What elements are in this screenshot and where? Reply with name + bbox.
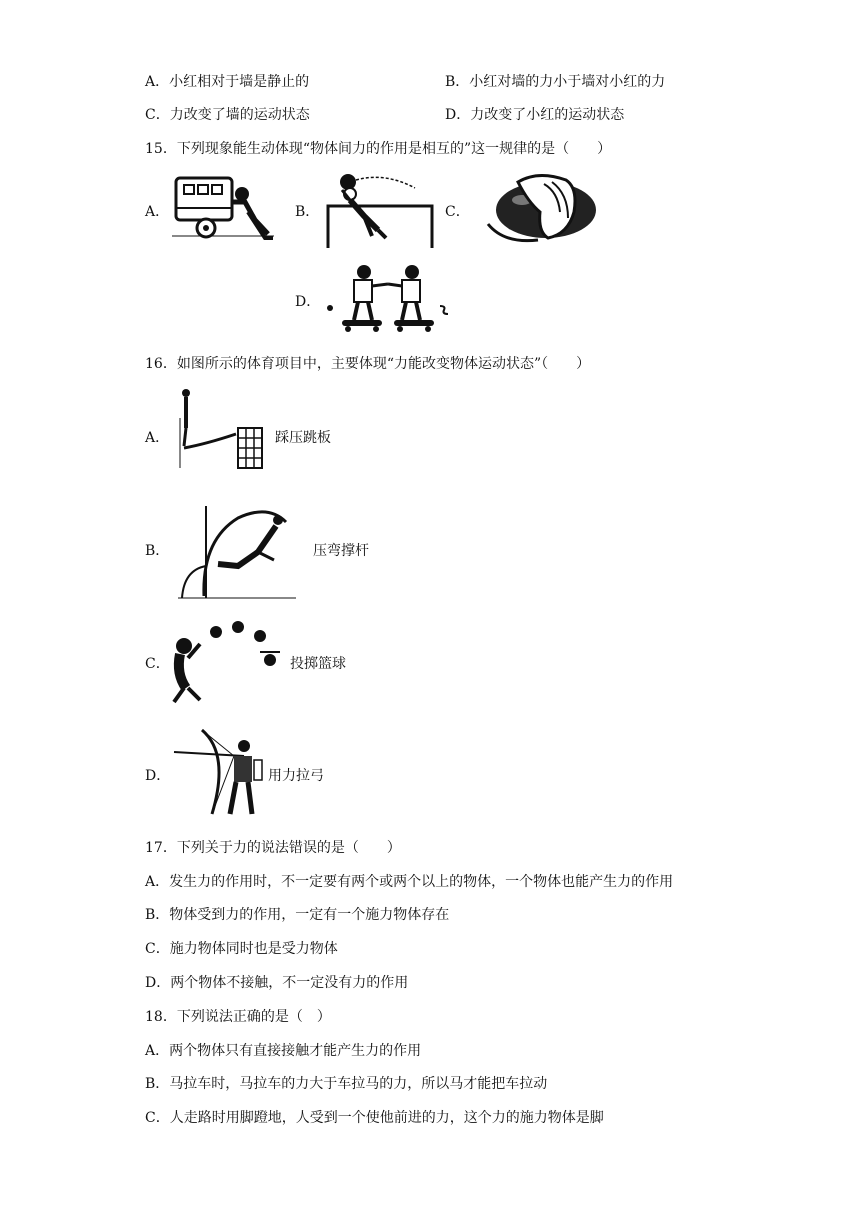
q16-letter-c: C． xyxy=(145,656,170,672)
person-pushing-car-icon xyxy=(170,172,275,244)
archer-drawing-bow-icon xyxy=(172,726,264,818)
diving-board-icon xyxy=(176,388,268,470)
q16-letter-a: A． xyxy=(145,430,170,446)
basketball-throw-icon xyxy=(166,618,284,708)
pole-vault-icon xyxy=(178,500,296,600)
q18-option-b: B．马拉车时，马拉车的力大于车拉马的力，所以马才能把车拉动 xyxy=(145,1076,548,1092)
q15-letter-d: D． xyxy=(295,294,321,310)
goalkeeper-diving-icon xyxy=(320,170,435,250)
q16-caption-c: 投掷篮球 xyxy=(290,656,346,672)
q18-option-c: C．人走路时用脚蹬地，人受到一个使他前进的力，这个力的施力物体是脚 xyxy=(145,1110,604,1126)
q18-stem: 18．下列说法正确的是（ ） xyxy=(145,1009,331,1025)
q16-letter-d: D． xyxy=(145,768,171,784)
q16-letter-b: B． xyxy=(145,543,170,559)
q17-option-a: A．发生力的作用时，不一定要有两个或两个以上的物体，一个物体也能产生力的作用 xyxy=(145,874,674,890)
q14-option-a: A．小红相对于墙是静止的 xyxy=(145,74,310,90)
q16-caption-b: 压弯撑杆 xyxy=(313,543,369,559)
q14-option-d: D．力改变了小红的运动状态 xyxy=(445,107,625,123)
q17-stem: 17．下列关于力的说法错误的是（ ） xyxy=(145,840,401,856)
q15-stem: 15．下列现象能生动体现“物体间力的作用是相互的”这一规律的是（ ） xyxy=(145,141,612,157)
q14-option-b: B．小红对墙的力小于墙对小红的力 xyxy=(445,74,666,90)
q15-letter-a: A． xyxy=(145,204,170,220)
two-skaters-pushing-icon xyxy=(322,262,452,334)
q16-caption-d: 用力拉弓 xyxy=(268,768,324,784)
q15-letter-b: B． xyxy=(295,204,320,220)
q15-letter-c: C． xyxy=(445,204,470,220)
q17-option-b: B．物体受到力的作用，一定有一个施力物体存在 xyxy=(145,907,450,923)
q17-option-d: D．两个物体不接触，不一定没有力的作用 xyxy=(145,975,409,991)
q16-caption-a: 踩压跳板 xyxy=(275,430,331,446)
q17-option-c: C．施力物体同时也是受力物体 xyxy=(145,941,338,957)
q14-option-c: C．力改变了墙的运动状态 xyxy=(145,107,310,123)
q18-option-a: A．两个物体只有直接接触才能产生力的作用 xyxy=(145,1043,422,1059)
hand-squeezing-ball-icon xyxy=(478,172,598,247)
q16-stem: 16．如图所示的体育项目中，主要体现“力能改变物体运动状态”（ ） xyxy=(145,356,591,372)
